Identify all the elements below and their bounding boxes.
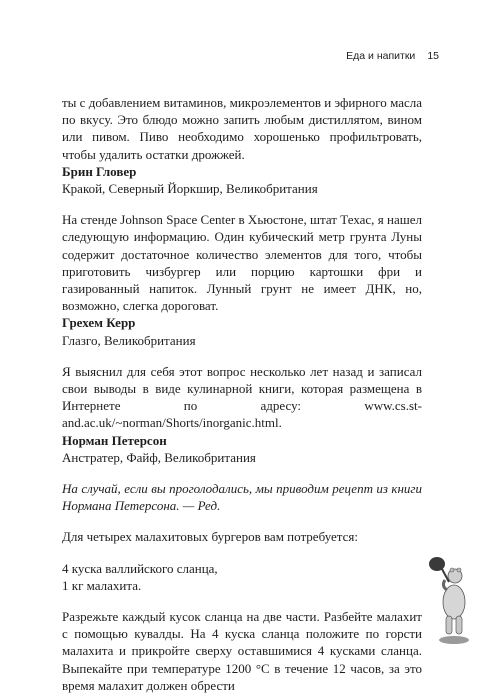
running-head bbox=[346, 50, 439, 62]
author-location: Кракой, Северный Йоркшир, Великобритания bbox=[62, 181, 318, 197]
author-location: Анстратер, Файф, Великобритания bbox=[62, 449, 256, 465]
recipe-intro: Для четырех малахитовых бургеров вам потребуется: bbox=[62, 529, 358, 545]
ingredient-item: 1 кг малахита. bbox=[62, 577, 142, 593]
author-name: Норман Петерсон bbox=[62, 432, 167, 448]
page-body bbox=[62, 94, 422, 694]
ingredient-item: 4 куска валлийского сланца, bbox=[62, 560, 218, 576]
bear-chef-icon bbox=[425, 552, 469, 650]
author-location: Глазго, Великобритания bbox=[62, 332, 196, 348]
paragraph: На стенде Johnson Space Center в Хьюстоне, штат Техас, я нашел следующую информацию. Один кубический метр грунта Луны содержит достаточное количество элементов для того, чтобы приготовить чизбургер или порцию картошки фри и газированный напиток. Лунный грунт не имеет ДНК, но, возможно, слегка дороговат. bbox=[62, 212, 422, 314]
page-number: 15 bbox=[427, 50, 439, 62]
author-name: Грехем Керр bbox=[62, 315, 136, 331]
section-title: Еда и напитки bbox=[346, 50, 416, 62]
author-name: Брин Гловер bbox=[62, 163, 137, 179]
editor-note: На случай, если вы проголодались, мы приводим рецепт из книги Нормана Петерсона. — Ред. bbox=[62, 481, 422, 514]
paragraph: ты с добавлением витаминов, микроэлементов и эфирного масла по вкусу. Это блюдо можно запить любым дистиллятом, вином или пивом. Пиво необходимо хорошенько профильтровать, чтобы удалить остатки дрожжей. bbox=[62, 95, 422, 162]
recipe-paragraph: Разрежьте каждый кусок сланца на две части. Разбейте малахит с помощью кувалды. На 4 куска сланца положите по горсти малахита и прикройте сверху оставшимися 4 кусками сланца. Выпекайте при температуре 1200 °С в течение 12 часов, за это время малахит должен обрести bbox=[62, 609, 422, 693]
paragraph: Я выяснил для себя этот вопрос несколько лет назад и записал свои выводы в виде кулинарной книги, которая размещена в Интернете по адресу: www.cs.st-and.ac.uk/~norman/Shorts/inorganic.html. bbox=[62, 363, 422, 431]
